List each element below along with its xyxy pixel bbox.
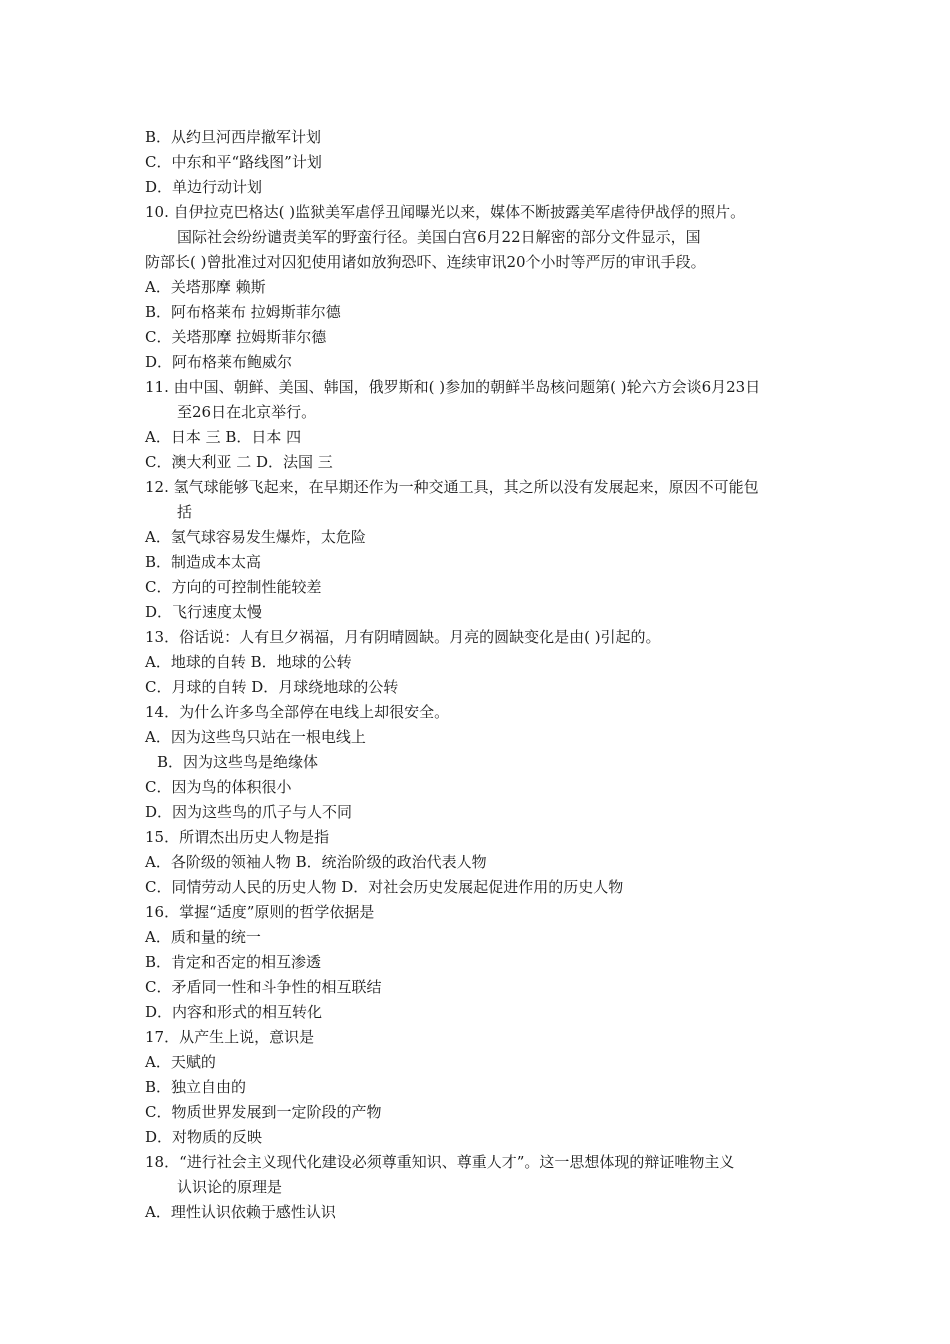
text-line: C．澳大利亚 二 D．法国 三: [145, 453, 333, 471]
text-line: A．关塔那摩 赖斯: [145, 278, 266, 296]
document-body: [145, 125, 825, 1225]
text-line: C．物质世界发展到一定阶段的产物: [145, 1103, 382, 1121]
text-line: 13．俗话说：人有旦夕祸福，月有阴晴圆缺。月亮的圆缺变化是由( )引起的。: [145, 628, 661, 646]
text-line: 国际社会纷纷谴责美军的野蛮行径。美国白宫6月22日解密的部分文件显示，国: [177, 228, 701, 246]
text-line: 认识论的原理是: [177, 1178, 283, 1196]
text-line: 15．所谓杰出历史人物是指: [145, 828, 330, 846]
text-line: A．日本 三 B．日本 四: [145, 428, 302, 446]
text-line: 18．“进行社会主义现代化建设必须尊重知识、尊重人才”。这一思想体现的辩证唯物主义: [145, 1153, 735, 1171]
text-line: A．氢气球容易发生爆炸，太危险: [145, 528, 366, 546]
text-line: A．因为这些鸟只站在一根电线上: [145, 728, 366, 746]
text-line: 防部长( )曾批准过对囚犯使用诸如放狗恐吓、连续审讯20个小时等严厉的审讯手段。: [145, 253, 706, 271]
text-line: D．因为这些鸟的爪子与人不同: [145, 803, 353, 821]
text-line: D．飞行速度太慢: [145, 603, 263, 621]
text-line: C．因为鸟的体积很小: [145, 778, 292, 796]
text-line: C．同情劳动人民的历史人物 D．对社会历史发展起促进作用的历史人物: [145, 878, 624, 896]
text-line: C．关塔那摩 拉姆斯菲尔德: [145, 328, 327, 346]
text-line: B．因为这些鸟是绝缘体: [157, 753, 319, 771]
text-line: 至26日在北京举行。: [177, 403, 317, 421]
text-line: 11. 由中国、朝鲜、美国、韩国，俄罗斯和( )参加的朝鲜半岛核问题第( )轮六方会谈6月23日: [145, 378, 761, 396]
text-line: C．月球的自转 D．月球绕地球的公转: [145, 678, 399, 696]
text-line: 10. 自伊拉克巴格达( )监狱美军虐俘丑闻曝光以来，媒体不断披露美军虐待伊战俘的照片。: [145, 203, 746, 221]
text-line: B．从约旦河西岸撤军计划: [145, 128, 322, 146]
text-line: 14．为什么许多鸟全部停在电线上却很安全。: [145, 703, 450, 721]
text-line: C．方向的可控制性能较差: [145, 578, 322, 596]
text-line: B．独立自由的: [145, 1078, 247, 1096]
text-line: D．单边行动计划: [145, 178, 263, 196]
text-line: C．矛盾同一性和斗争性的相互联结: [145, 978, 382, 996]
text-line: 括: [177, 503, 193, 521]
text-line: 17．从产生上说，意识是: [145, 1028, 315, 1046]
text-line: A．各阶级的领袖人物 B．统治阶级的政治代表人物: [145, 853, 487, 871]
text-line: B．制造成本太高: [145, 553, 262, 571]
text-line: B．阿布格莱布 拉姆斯菲尔德: [145, 303, 341, 321]
text-line: D．对物质的反映: [145, 1128, 263, 1146]
text-line: 12. 氢气球能够飞起来，在早期还作为一种交通工具，其之所以没有发展起来，原因不可能包: [145, 478, 759, 496]
text-line: D．内容和形式的相互转化: [145, 1003, 323, 1021]
text-line: A．质和量的统一: [145, 928, 261, 946]
text-line: A．地球的自转 B．地球的公转: [145, 653, 352, 671]
text-line: B．肯定和否定的相互渗透: [145, 953, 322, 971]
text-line: D．阿布格莱布鲍威尔: [145, 353, 293, 371]
text-line: C．中东和平“路线图”计划: [145, 153, 322, 171]
text-line: A．理性认识依赖于感性认识: [145, 1203, 336, 1221]
text-line: 16．掌握“适度”原则的哲学依据是: [145, 903, 375, 921]
text-line: A．天赋的: [145, 1053, 216, 1071]
